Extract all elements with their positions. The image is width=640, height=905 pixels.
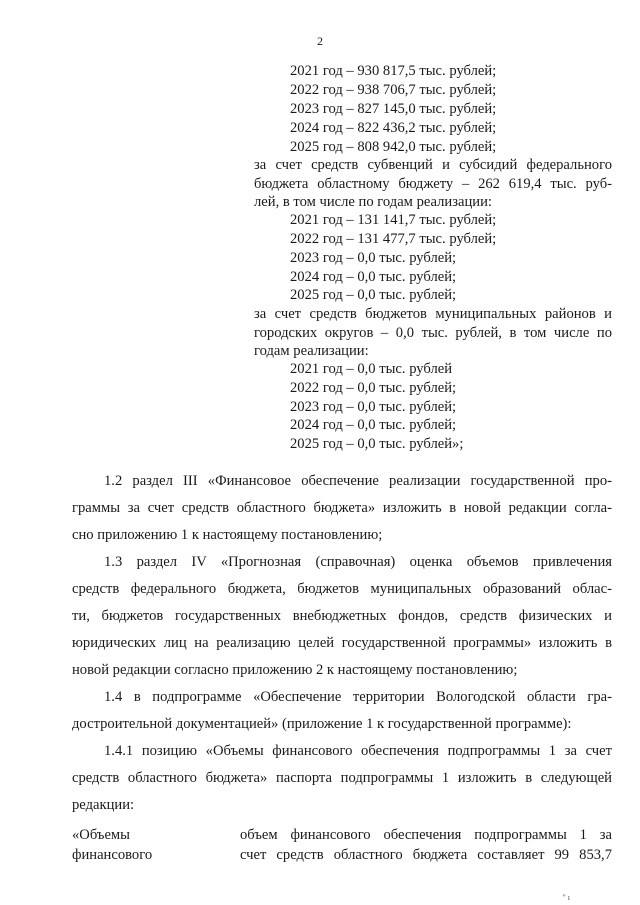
year-line: 2023 год – 0,0 тыс. рублей; xyxy=(290,399,457,415)
year-line: 2023 год – 827 145,0 тыс. рублей; xyxy=(290,101,497,117)
municipal-text-line: городских округов – 0,0 тыс. рублей, в том числе по xyxy=(254,325,612,341)
table-right-cell-line: объем финансового обеспечения подпрограммы 1 за xyxy=(240,827,612,843)
year-line: 2023 год – 0,0 тыс. рублей; xyxy=(290,250,457,266)
year-line: 2022 год – 0,0 тыс. рублей; xyxy=(290,380,457,396)
subsidy-text-line: лей, в том числе по годам реализации: xyxy=(254,194,492,210)
paragraph-1-4-1-line: 1.4.1 позицию «Объемы финансового обеспечения подпрограммы 1 за счет xyxy=(104,743,612,759)
year-line: 2024 год – 0,0 тыс. рублей; xyxy=(290,417,457,433)
subsidy-text-line: за счет средств субвенций и субсидий федерального xyxy=(254,157,612,173)
year-line: 2024 год – 0,0 тыс. рублей; xyxy=(290,269,457,285)
scan-mark: " ı xyxy=(562,893,570,902)
year-line: 2025 год – 808 942,0 тыс. рублей; xyxy=(290,139,497,155)
paragraph-1-4-line: достроительной документацией» (приложение 1 к государственной программе): xyxy=(72,716,572,732)
paragraph-1-3-line: средств федерального бюджета, бюджетов муниципальных образований облас- xyxy=(72,581,612,597)
paragraph-1-3-line: юридических лиц на реализацию целей государственной программы» изложить в xyxy=(72,635,612,651)
year-line: 2025 год – 0,0 тыс. рублей»; xyxy=(290,436,464,452)
paragraph-1-4-1-line: редакции: xyxy=(72,797,135,813)
paragraph-1-4-1-line: средств областного бюджета» паспорта подпрограммы 1 изложить в следующей xyxy=(72,770,612,786)
year-line: 2022 год – 938 706,7 тыс. рублей; xyxy=(290,82,497,98)
municipal-text-line: за счет средств бюджетов муниципальных районов и xyxy=(254,306,612,322)
year-line: 2021 год – 131 141,7 тыс. рублей; xyxy=(290,212,497,228)
paragraph-1-3-line: 1.3 раздел IV «Прогнозная (справочная) оценка объемов привлечения xyxy=(104,554,612,570)
paragraph-1-2-line: сно приложению 1 к настоящему постановлению; xyxy=(72,527,383,543)
year-line: 2021 год – 930 817,5 тыс. рублей; xyxy=(290,63,497,79)
municipal-text-line: годам реализации: xyxy=(254,343,369,359)
table-right-cell-line: счет средств областного бюджета составляет 99 853,7 xyxy=(240,847,612,863)
table-left-cell-line: финансового xyxy=(72,847,153,863)
paragraph-1-3-line: ти, бюджетов государственных внебюджетных фондов, средств физических и xyxy=(72,608,612,624)
paragraph-1-2-line: граммы за счет средств областного бюджета» изложить в новой редакции согла- xyxy=(72,500,612,516)
table-left-cell-line: «Объемы xyxy=(72,827,130,843)
page-number: 2 xyxy=(317,34,323,48)
paragraph-1-2-line: 1.2 раздел III «Финансовое обеспечение реализации государственной про- xyxy=(104,473,612,489)
paragraph-1-4-line: 1.4 в подпрограмме «Обеспечение территории Вологодской области гра- xyxy=(104,689,612,705)
year-line: 2021 год – 0,0 тыс. рублей xyxy=(290,361,453,377)
year-line: 2024 год – 822 436,2 тыс. рублей; xyxy=(290,120,497,136)
year-line: 2025 год – 0,0 тыс. рублей; xyxy=(290,287,457,303)
paragraph-1-3-line: новой редакции согласно приложению 2 к настоящему постановлению; xyxy=(72,662,518,678)
subsidy-text-line: бюджета областному бюджету – 262 619,4 тыс. руб- xyxy=(254,176,612,192)
year-line: 2022 год – 131 477,7 тыс. рублей; xyxy=(290,231,497,247)
